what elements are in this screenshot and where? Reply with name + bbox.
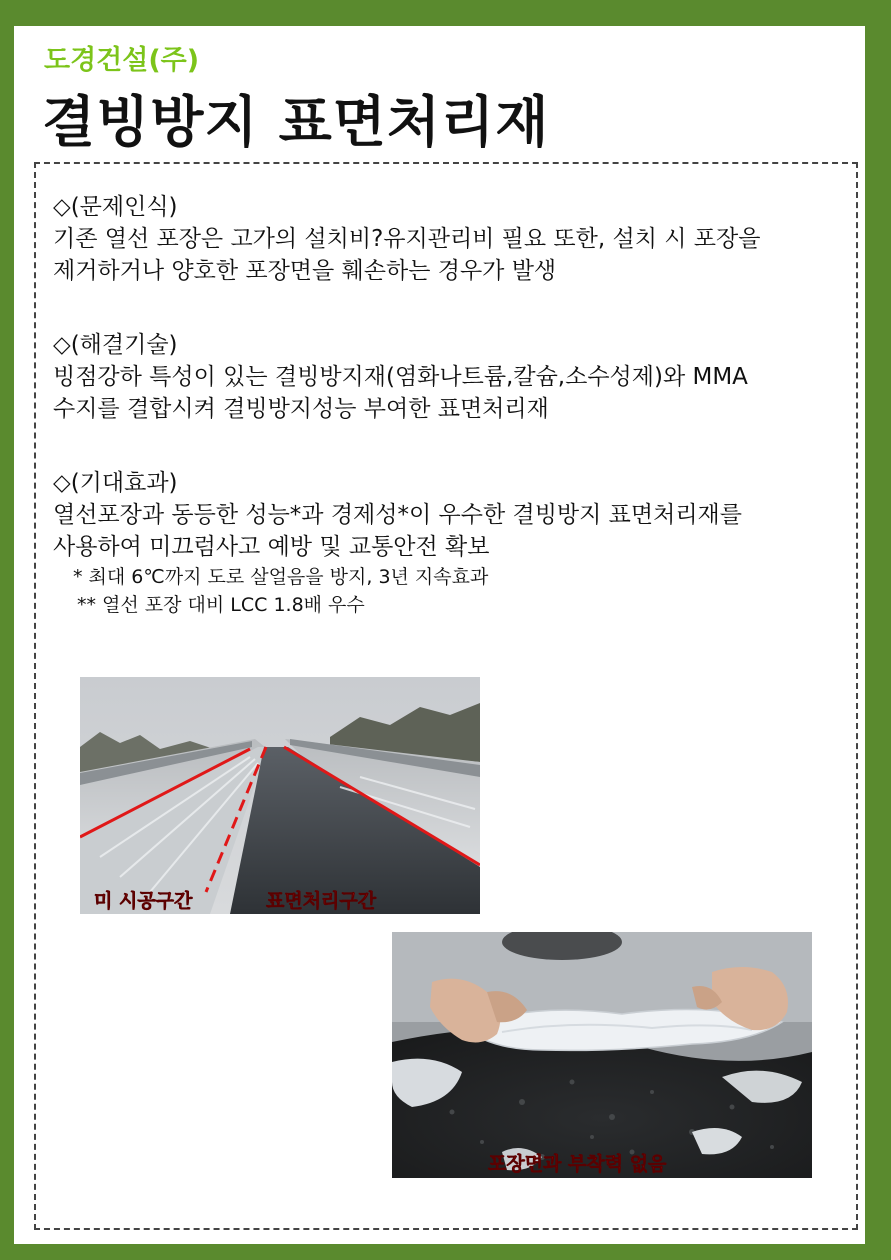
road-photo bbox=[80, 677, 480, 914]
section-heading-solution: ◇(해결기술) bbox=[53, 332, 178, 358]
text-block bbox=[53, 191, 853, 619]
ice-photo-label: 포장면과 부착력 없음 bbox=[488, 1153, 667, 1175]
effect-line-1: 열선포장과 동등한 성능*과 경제성*이 우수한 결빙방지 표면처리재를 bbox=[53, 502, 742, 528]
solution-line-1: 빙점강하 특성이 있는 결빙방지재(염화나트륨,칼슘,소수성제)와 MMA bbox=[53, 364, 748, 390]
road-photo-label-untreated: 미 시공구간 bbox=[94, 890, 193, 912]
content-box bbox=[34, 162, 858, 1230]
section-heading-problem: ◇(문제인식) bbox=[53, 194, 178, 220]
page-sheet bbox=[14, 26, 865, 1244]
problem-line-1: 기존 열선 포장은 고가의 설치비?유지관리비 필요 또한, 설치 시 포장을 bbox=[53, 226, 761, 252]
solution-line-2: 수지를 결합시켜 결빙방지성능 부여한 표면처리재 bbox=[53, 396, 549, 422]
page-title: 결빙방지 표면처리재 bbox=[42, 90, 550, 154]
ice-photo bbox=[392, 932, 812, 1178]
effect-note-2: ** 열선 포장 대비 LCC 1.8배 우수 bbox=[77, 594, 365, 616]
company-name: 도경건설(주) bbox=[44, 45, 200, 76]
problem-line-2: 제거하거나 양호한 포장면을 훼손하는 경우가 발생 bbox=[53, 258, 557, 284]
section-heading-effect: ◇(기대효과) bbox=[53, 470, 178, 496]
road-photo-label-treated: 표면처리구간 bbox=[266, 890, 377, 912]
effect-line-2: 사용하여 미끄럼사고 예방 및 교통안전 확보 bbox=[53, 534, 490, 560]
effect-note-1: * 최대 6℃까지 도로 살얼음을 방지, 3년 지속효과 bbox=[73, 566, 489, 588]
